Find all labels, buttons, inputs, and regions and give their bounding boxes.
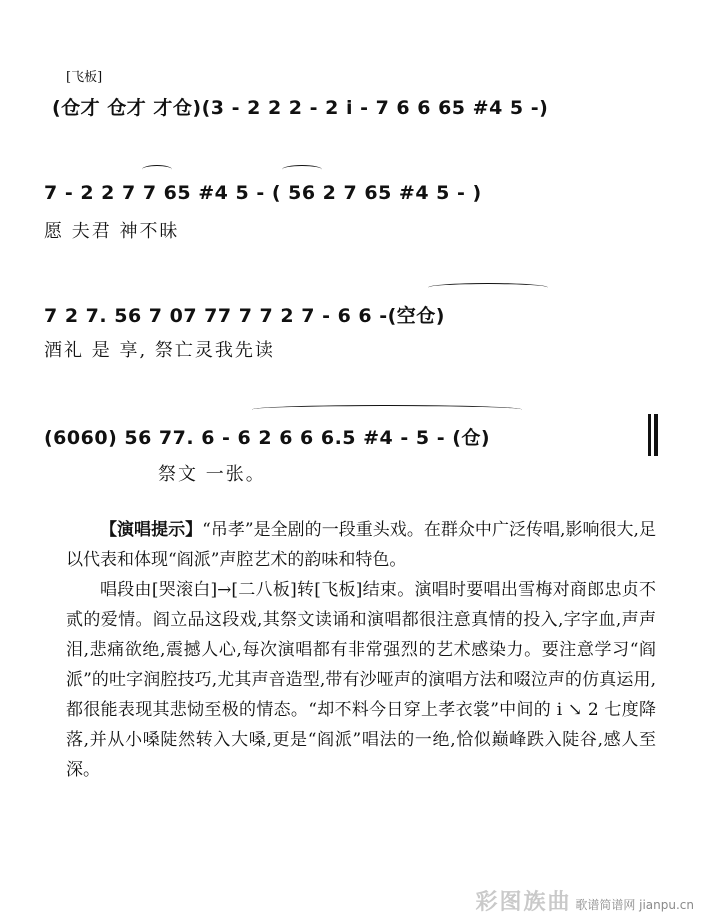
watermark-text: 歌谱简谱网 jianpu.cn <box>575 898 694 912</box>
score-line-2-lyrics: 愿 夫君 神不昧 <box>44 221 180 242</box>
watermark-brand: 彩图族曲 <box>475 890 572 915</box>
tips-paragraph-2: 唱段由[哭滚白]→[二八板]转[飞板]结束。演唱时要唱出雪梅对商郎忠贞不贰的爱情。阎立品这段戏,其祭文读诵和演唱都很注意真情的投入,字字血,声声泪,悲痛欲绝,震撼人心,每次演唱都有非常强烈的艺术感染力。要注意学习“阎派”的吐字润腔技巧,尤其声音造型,带有沙哑声的演唱方法和啜泣声的仿真运用,都很能表现其悲恸至极的情态。“却不料今日穿上孝衣裳”中间的 i ↘ 2 七度降落,并从小嗓陡然转入大嗓,更是“阎派”唱法的一绝,恰似巅峰跌入陡谷,感人至深。 <box>66 580 656 780</box>
watermark <box>475 885 694 916</box>
score-line-3-lyrics: 酒礼 是 享, 祭亡灵我先读 <box>44 340 275 361</box>
section-label-feiban: [飞板] <box>66 70 103 85</box>
score-line-4-lyrics: 祭文 一张。 <box>158 464 266 485</box>
final-barline-thin <box>648 414 651 456</box>
score-line-2-notes: 7 - 2 2 7 7 65 #4 5 - ( 56 2 7 65 #4 5 - ) <box>44 182 482 204</box>
final-barline-thick <box>654 414 658 456</box>
score-line-1-notes: (仓才 仓才 才仓)(3 - 2 2 2 - 2 i - 7 6 6 65 #4 5 -) <box>52 97 549 119</box>
slur-mark <box>282 165 322 174</box>
tips-paragraph-1: “吊孝”是全剧的一段重头戏。在群众中广泛传唱,影响很大,足以代表和体现“阎派”声腔艺术的韵味和特色。 <box>66 520 656 570</box>
score-line-4-notes: (6060) 56 77. 6 - 6 2 6 6 6.5 #4 - 5 - (仓) <box>44 427 491 449</box>
score-line-3-notes: 7 2 7. 56 7 07 77 7 7 2 7 - 6 6 -(空仓) <box>44 305 445 327</box>
singing-tips <box>66 515 656 785</box>
slur-mark <box>142 165 172 174</box>
slur-mark <box>428 283 548 292</box>
slur-mark <box>252 405 522 414</box>
tips-label: 【演唱提示】 <box>100 520 203 540</box>
